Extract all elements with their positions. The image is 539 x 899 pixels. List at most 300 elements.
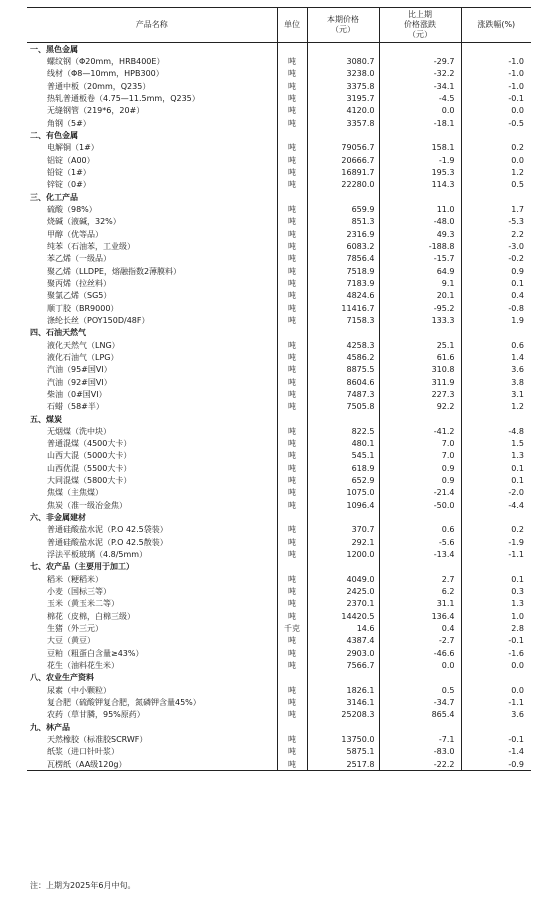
- price-cell: 7518.9: [307, 265, 379, 277]
- table-row: [27, 179, 531, 191]
- change-cell: 136.4: [379, 610, 461, 622]
- category-title: 四、石油天然气: [30, 328, 86, 338]
- category-empty-cell: [277, 191, 307, 203]
- unit-cell: 吨: [277, 462, 307, 474]
- change-cell: 0.5: [379, 684, 461, 696]
- category-empty-cell: [277, 43, 307, 56]
- pct-cell: -5.3: [461, 216, 531, 228]
- product-name-cell: 焦煤（主焦煤）: [47, 488, 103, 498]
- pct-cell: 0.4: [461, 290, 531, 302]
- unit-cell: 吨: [277, 265, 307, 277]
- category-empty-cell: [379, 43, 461, 56]
- change-cell: 133.3: [379, 314, 461, 326]
- category-empty-cell: [307, 561, 379, 573]
- price-cell: 7566.7: [307, 659, 379, 671]
- pct-cell: -0.1: [461, 635, 531, 647]
- pct-cell: -0.9: [461, 758, 531, 771]
- change-cell: -15.7: [379, 253, 461, 265]
- category-empty-cell: [307, 672, 379, 684]
- category-row: [27, 561, 531, 573]
- table-row: [27, 253, 531, 265]
- pct-cell: 1.3: [461, 598, 531, 610]
- price-cell: 480.1: [307, 438, 379, 450]
- unit-cell: 吨: [277, 696, 307, 708]
- unit-cell: 吨: [277, 709, 307, 721]
- unit-cell: 吨: [277, 216, 307, 228]
- table-row: [27, 117, 531, 129]
- table-row: [27, 166, 531, 178]
- product-name-cell: 螺纹钢（Φ20mm，HRB400E）: [47, 56, 165, 66]
- pct-cell: -3.0: [461, 240, 531, 252]
- pct-cell: -0.1: [461, 92, 531, 104]
- price-cell: 16891.7: [307, 166, 379, 178]
- unit-cell: 吨: [277, 240, 307, 252]
- table-row: [27, 142, 531, 154]
- change-cell: -21.4: [379, 487, 461, 499]
- unit-cell: 吨: [277, 635, 307, 647]
- price-cell: 13750.0: [307, 733, 379, 745]
- unit-cell: 吨: [277, 474, 307, 486]
- product-name-cell: 纸浆（进口针叶浆）: [47, 747, 119, 757]
- table-row: [27, 388, 531, 400]
- change-cell: 0.9: [379, 474, 461, 486]
- pct-cell: 0.1: [461, 474, 531, 486]
- change-cell: -13.4: [379, 548, 461, 560]
- pct-cell: 0.0: [461, 659, 531, 671]
- price-cell: 652.9: [307, 474, 379, 486]
- change-cell: 49.3: [379, 228, 461, 240]
- unit-cell: 吨: [277, 253, 307, 265]
- table-row: [27, 647, 531, 659]
- change-cell: 865.4: [379, 709, 461, 721]
- unit-cell: 吨: [277, 277, 307, 289]
- category-empty-cell: [461, 191, 531, 203]
- pct-cell: -0.1: [461, 733, 531, 745]
- category-row: [27, 191, 531, 203]
- price-cell: 5875.1: [307, 746, 379, 758]
- category-empty-cell: [277, 672, 307, 684]
- product-name-cell: 锌锭（0#）: [47, 180, 91, 190]
- change-cell: 195.3: [379, 166, 461, 178]
- pct-cell: 0.6: [461, 339, 531, 351]
- table-row: [27, 302, 531, 314]
- product-name-cell: 大同混煤（5800大卡）: [47, 476, 132, 486]
- price-cell: 822.5: [307, 425, 379, 437]
- category-empty-cell: [307, 413, 379, 425]
- unit-cell: 吨: [277, 425, 307, 437]
- product-name-cell: 复合肥（硫酸钾复合肥，氮磷钾含量45%）: [47, 698, 201, 708]
- price-cell: 1096.4: [307, 499, 379, 511]
- table-row: [27, 105, 531, 117]
- unit-cell: 吨: [277, 376, 307, 388]
- pct-cell: 0.2: [461, 142, 531, 154]
- product-name-cell: 山西大混（5000大卡）: [47, 451, 132, 461]
- product-name-cell: 天然橡胶（标准胶SCRWF）: [47, 735, 148, 745]
- category-empty-cell: [277, 561, 307, 573]
- pct-cell: 3.1: [461, 388, 531, 400]
- unit-cell: 吨: [277, 203, 307, 215]
- price-table: [27, 7, 531, 771]
- product-name-cell: 甲醇（优等品）: [47, 229, 103, 239]
- product-name-cell: 焦炭（准一级冶金焦）: [47, 500, 127, 510]
- category-empty-cell: [461, 43, 531, 56]
- table-row: [27, 240, 531, 252]
- price-cell: 370.7: [307, 524, 379, 536]
- table-row: [27, 733, 531, 745]
- change-cell: -7.1: [379, 733, 461, 745]
- pct-cell: -1.9: [461, 536, 531, 548]
- pct-cell: 1.9: [461, 314, 531, 326]
- pct-cell: -0.5: [461, 117, 531, 129]
- price-cell: 545.1: [307, 450, 379, 462]
- pct-cell: -0.2: [461, 253, 531, 265]
- product-name-cell: 烧碱（液碱，32%）: [47, 217, 121, 227]
- category-empty-cell: [277, 413, 307, 425]
- price-cell: 7856.4: [307, 253, 379, 265]
- category-empty-cell: [461, 672, 531, 684]
- pct-cell: -1.4: [461, 746, 531, 758]
- change-cell: 0.9: [379, 462, 461, 474]
- price-cell: 2903.0: [307, 647, 379, 659]
- unit-cell: 吨: [277, 598, 307, 610]
- unit-cell: 吨: [277, 487, 307, 499]
- product-name-cell: 浮法平板玻璃（4.8/5mm）: [47, 550, 148, 560]
- product-name-cell: 铝锭（A00）: [47, 155, 95, 165]
- product-name-cell: 聚乙烯（LLDPE，熔融指数2薄膜料）: [47, 266, 182, 276]
- pct-cell: 1.0: [461, 610, 531, 622]
- product-name-cell: 普通硅酸盐水泥（P.O 42.5散装）: [47, 537, 168, 547]
- price-cell: 4824.6: [307, 290, 379, 302]
- change-cell: -4.5: [379, 92, 461, 104]
- category-empty-cell: [379, 129, 461, 141]
- pct-cell: 0.5: [461, 179, 531, 191]
- price-cell: 2517.8: [307, 758, 379, 771]
- product-name-cell: 涤纶长丝（POY150D/48F）: [47, 315, 150, 325]
- price-cell: 11416.7: [307, 302, 379, 314]
- product-name-cell: 生猪（外三元）: [47, 624, 103, 634]
- pct-cell: 1.4: [461, 351, 531, 363]
- category-empty-cell: [461, 561, 531, 573]
- header-product-name: 产品名称: [27, 8, 277, 43]
- change-cell: -95.2: [379, 302, 461, 314]
- price-cell: 1075.0: [307, 487, 379, 499]
- change-cell: 7.0: [379, 450, 461, 462]
- table-row: [27, 487, 531, 499]
- price-cell: 1200.0: [307, 548, 379, 560]
- category-title: 三、化工产品: [30, 192, 78, 202]
- price-cell: 3146.1: [307, 696, 379, 708]
- pct-cell: 0.0: [461, 154, 531, 166]
- category-empty-cell: [307, 511, 379, 523]
- pct-cell: -0.8: [461, 302, 531, 314]
- unit-cell: 吨: [277, 339, 307, 351]
- category-row: [27, 129, 531, 141]
- table-row: [27, 339, 531, 351]
- product-name-cell: 豆粕（粗蛋白含量≥43%）: [47, 648, 144, 658]
- unit-cell: 千克: [277, 622, 307, 634]
- price-cell: 14.6: [307, 622, 379, 634]
- change-cell: 31.1: [379, 598, 461, 610]
- change-cell: 61.6: [379, 351, 461, 363]
- price-cell: 3238.0: [307, 68, 379, 80]
- price-cell: 2370.1: [307, 598, 379, 610]
- table-row: [27, 499, 531, 511]
- unit-cell: 吨: [277, 80, 307, 92]
- product-name-cell: 苯乙烯（一级品）: [47, 254, 111, 264]
- price-cell: 3195.7: [307, 92, 379, 104]
- category-empty-cell: [379, 511, 461, 523]
- category-empty-cell: [461, 721, 531, 733]
- price-cell: 79056.7: [307, 142, 379, 154]
- category-row: [27, 511, 531, 523]
- header-price: 本期价格 （元）: [307, 8, 379, 43]
- unit-cell: 吨: [277, 68, 307, 80]
- table-row: [27, 758, 531, 771]
- product-name-cell: 瓦楞纸（AA级120g）: [27, 758, 277, 771]
- category-empty-cell: [277, 511, 307, 523]
- category-title: 一、黑色金属: [30, 44, 78, 54]
- product-name-cell: 花生（油料花生米）: [47, 661, 119, 671]
- category-empty-cell: [277, 721, 307, 733]
- unit-cell: 吨: [277, 450, 307, 462]
- pct-cell: 0.9: [461, 265, 531, 277]
- pct-cell: -2.0: [461, 487, 531, 499]
- change-cell: 11.0: [379, 203, 461, 215]
- table-row: [27, 68, 531, 80]
- change-cell: 158.1: [379, 142, 461, 154]
- table-row: [27, 536, 531, 548]
- product-name-cell: 无缝钢管（219*6，20#）: [47, 106, 145, 116]
- change-cell: -34.1: [379, 80, 461, 92]
- table-row: [27, 216, 531, 228]
- table-row: [27, 696, 531, 708]
- product-name-cell: 无烟煤（洗中块）: [47, 426, 111, 436]
- product-name-cell: 农药（草甘膦，95%原药）: [47, 710, 145, 720]
- product-name-cell: 石蜡（58#半）: [47, 402, 104, 412]
- product-name-cell: 硫酸（98%）: [47, 204, 97, 214]
- category-empty-cell: [379, 327, 461, 339]
- change-cell: -34.7: [379, 696, 461, 708]
- table-row: [27, 80, 531, 92]
- table-header: [27, 8, 531, 43]
- pct-cell: 1.7: [461, 203, 531, 215]
- change-cell: 311.9: [379, 376, 461, 388]
- pct-cell: -1.0: [461, 80, 531, 92]
- change-cell: -22.2: [379, 758, 461, 771]
- change-cell: -50.0: [379, 499, 461, 511]
- unit-cell: 吨: [277, 117, 307, 129]
- unit-cell: 吨: [277, 499, 307, 511]
- table-row: [27, 154, 531, 166]
- unit-cell: 吨: [277, 733, 307, 745]
- price-cell: 7505.8: [307, 401, 379, 413]
- product-name-cell: 热轧普通板卷（4.75—11.5mm，Q235）: [47, 93, 200, 103]
- unit-cell: 吨: [277, 364, 307, 376]
- unit-cell: 吨: [277, 684, 307, 696]
- product-name-cell: 电解铜（1#）: [47, 143, 99, 153]
- unit-cell: 吨: [277, 438, 307, 450]
- product-name-cell: 玉米（黄玉米二等）: [47, 599, 119, 609]
- category-empty-cell: [307, 43, 379, 56]
- unit-cell: 吨: [277, 290, 307, 302]
- price-cell: 22280.0: [307, 179, 379, 191]
- unit-cell: 吨: [277, 585, 307, 597]
- price-cell: 6083.2: [307, 240, 379, 252]
- category-title: 五、煤炭: [30, 414, 62, 424]
- table-row: [27, 228, 531, 240]
- price-cell: 8875.5: [307, 364, 379, 376]
- table-row: [27, 425, 531, 437]
- change-cell: -2.7: [379, 635, 461, 647]
- unit-cell: 吨: [277, 55, 307, 67]
- change-cell: -5.6: [379, 536, 461, 548]
- pct-cell: 1.2: [461, 166, 531, 178]
- change-cell: 0.0: [379, 105, 461, 117]
- change-cell: 6.2: [379, 585, 461, 597]
- price-cell: 4120.0: [307, 105, 379, 117]
- product-name-cell: 柴油（0#国VI）: [47, 389, 107, 399]
- pct-cell: -1.0: [461, 68, 531, 80]
- table-row: [27, 684, 531, 696]
- change-cell: 64.9: [379, 265, 461, 277]
- table-row: [27, 573, 531, 585]
- change-cell: 2.7: [379, 573, 461, 585]
- price-cell: 4387.4: [307, 635, 379, 647]
- unit-cell: 吨: [277, 401, 307, 413]
- table-row: [27, 524, 531, 536]
- unit-cell: 吨: [277, 548, 307, 560]
- change-cell: -83.0: [379, 746, 461, 758]
- product-name-cell: 普通硅酸盐水泥（P.O 42.5袋装）: [47, 525, 168, 535]
- pct-cell: 2.8: [461, 622, 531, 634]
- change-cell: 20.1: [379, 290, 461, 302]
- header-unit: 单位: [277, 8, 307, 43]
- pct-cell: 2.2: [461, 228, 531, 240]
- pct-cell: 1.5: [461, 438, 531, 450]
- table-row: [27, 622, 531, 634]
- table-row: [27, 450, 531, 462]
- category-row: [27, 721, 531, 733]
- category-title: 八、农业生产资料: [30, 673, 94, 683]
- change-cell: 92.2: [379, 401, 461, 413]
- unit-cell: 吨: [277, 92, 307, 104]
- price-cell: 3080.7: [307, 55, 379, 67]
- unit-cell: 吨: [277, 179, 307, 191]
- table-row: [27, 314, 531, 326]
- category-title: 七、农产品（主要用于加工）: [30, 562, 134, 572]
- price-cell: 3375.8: [307, 80, 379, 92]
- category-empty-cell: [461, 129, 531, 141]
- change-cell: 25.1: [379, 339, 461, 351]
- table-row: [27, 277, 531, 289]
- price-cell: 4049.0: [307, 573, 379, 585]
- product-name-cell: 稻米（粳稻米）: [47, 574, 103, 584]
- unit-cell: 吨: [277, 647, 307, 659]
- price-cell: 8604.6: [307, 376, 379, 388]
- category-title: 二、有色金属: [30, 130, 78, 140]
- product-name-cell: 顺丁胶（BR9000）: [47, 303, 119, 313]
- table-row: [27, 610, 531, 622]
- category-empty-cell: [461, 327, 531, 339]
- category-row: [27, 327, 531, 339]
- price-cell: 2316.9: [307, 228, 379, 240]
- change-cell: -1.9: [379, 154, 461, 166]
- footnote: 注：上期为2025年6月中旬。: [30, 881, 136, 890]
- pct-cell: 0.1: [461, 277, 531, 289]
- change-cell: -32.2: [379, 68, 461, 80]
- unit-cell: 吨: [277, 758, 307, 771]
- price-cell: 292.1: [307, 536, 379, 548]
- pct-cell: 3.8: [461, 376, 531, 388]
- pct-cell: 1.3: [461, 450, 531, 462]
- category-empty-cell: [379, 191, 461, 203]
- category-empty-cell: [307, 721, 379, 733]
- unit-cell: 吨: [277, 388, 307, 400]
- price-cell: 851.3: [307, 216, 379, 228]
- table-row: [27, 364, 531, 376]
- unit-cell: 吨: [277, 228, 307, 240]
- change-cell: 310.8: [379, 364, 461, 376]
- table-row: [27, 55, 531, 67]
- change-cell: 7.0: [379, 438, 461, 450]
- unit-cell: 吨: [277, 536, 307, 548]
- change-cell: 0.6: [379, 524, 461, 536]
- table-row: [27, 401, 531, 413]
- category-empty-cell: [277, 327, 307, 339]
- table-row: [27, 438, 531, 450]
- unit-cell: 吨: [277, 302, 307, 314]
- unit-cell: 吨: [277, 105, 307, 117]
- table-row: [27, 585, 531, 597]
- category-row: [27, 672, 531, 684]
- product-name-cell: 小麦（国标三等）: [47, 587, 111, 597]
- price-cell: 618.9: [307, 462, 379, 474]
- unit-cell: 吨: [277, 351, 307, 363]
- unit-cell: 吨: [277, 659, 307, 671]
- table-row: [27, 659, 531, 671]
- product-name-cell: 角钢（5#）: [47, 118, 91, 128]
- category-empty-cell: [379, 672, 461, 684]
- change-cell: 227.3: [379, 388, 461, 400]
- price-cell: 1826.1: [307, 684, 379, 696]
- change-cell: 0.4: [379, 622, 461, 634]
- price-cell: 7183.9: [307, 277, 379, 289]
- category-row: [27, 43, 531, 56]
- unit-cell: 吨: [277, 314, 307, 326]
- change-cell: -29.7: [379, 55, 461, 67]
- product-name-cell: 液化天然气（LNG）: [47, 340, 120, 350]
- category-title: 九、林产品: [30, 722, 70, 732]
- pct-cell: 0.1: [461, 462, 531, 474]
- product-name-cell: 纯苯（石油苯，工业级）: [47, 241, 135, 251]
- pct-cell: 0.0: [461, 105, 531, 117]
- category-empty-cell: [379, 413, 461, 425]
- price-cell: 3357.8: [307, 117, 379, 129]
- table-row: [27, 376, 531, 388]
- pct-cell: -1.0: [461, 55, 531, 67]
- product-name-cell: 铅锭（1#）: [47, 167, 91, 177]
- price-cell: 25208.3: [307, 709, 379, 721]
- table-body: [27, 43, 531, 771]
- category-empty-cell: [307, 327, 379, 339]
- product-name-cell: 普通混煤（4500大卡）: [47, 439, 132, 449]
- change-cell: 9.1: [379, 277, 461, 289]
- change-cell: 0.0: [379, 659, 461, 671]
- pct-cell: 0.3: [461, 585, 531, 597]
- price-cell: 659.9: [307, 203, 379, 215]
- change-cell: 114.3: [379, 179, 461, 191]
- category-title: 六、非金属建材: [30, 513, 86, 523]
